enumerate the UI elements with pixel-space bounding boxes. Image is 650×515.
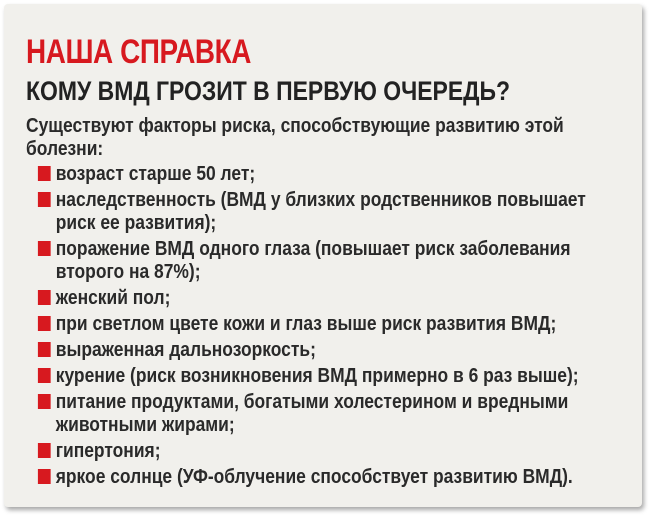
list-item bbox=[38, 286, 604, 309]
red-square-bullet-icon bbox=[38, 394, 51, 409]
red-square-bullet-icon bbox=[38, 316, 51, 331]
list-item bbox=[38, 162, 604, 185]
list-item bbox=[38, 338, 604, 361]
info-card bbox=[4, 4, 642, 507]
intro-text: Существуют факторы риска, способствующие развитию этой болезни: bbox=[26, 114, 564, 160]
list-item-text: яркое солнце (УФ-облучение способствует развитию ВМД). bbox=[55, 465, 573, 488]
red-square-bullet-icon bbox=[38, 192, 51, 207]
list-item-text: курение (риск возникновения ВМД примерно в 6 раз выше); bbox=[55, 364, 579, 387]
red-square-bullet-icon bbox=[38, 241, 51, 256]
list-item-text: выраженная дальнозоркость; bbox=[55, 338, 316, 361]
list-item bbox=[38, 312, 604, 335]
red-square-bullet-icon bbox=[38, 290, 51, 305]
list-item bbox=[38, 188, 604, 234]
red-square-bullet-icon bbox=[38, 166, 51, 181]
list-item-text: при светлом цвете кожи и глаз выше риск развития ВМД; bbox=[55, 312, 557, 335]
list-item-text: наследственность (ВМД у близких родственников повышает риск ее развития); bbox=[55, 188, 586, 234]
red-square-bullet-icon bbox=[38, 443, 51, 458]
list-item-text: женский пол; bbox=[55, 286, 171, 309]
list-item-text: поражение ВМД одного глаза (повышает риск заболевания второго на 87%); bbox=[55, 237, 571, 283]
section-kicker: НАША СПРАВКА bbox=[26, 33, 251, 71]
list-item-text: питание продуктами, богатыми холестерином и вредными животными жирами; bbox=[55, 390, 569, 436]
list-item bbox=[38, 364, 604, 387]
list-item bbox=[38, 465, 604, 488]
list-item-text: гипертония; bbox=[55, 439, 161, 462]
risk-factor-list bbox=[26, 162, 604, 488]
article-body bbox=[26, 114, 604, 488]
list-item bbox=[38, 439, 604, 462]
red-square-bullet-icon bbox=[38, 368, 51, 383]
red-square-bullet-icon bbox=[38, 342, 51, 357]
list-item bbox=[38, 390, 604, 436]
headline: КОМУ ВМД ГРОЗИТ В ПЕРВУЮ ОЧЕРЕДЬ? bbox=[26, 76, 511, 106]
list-item-text: возраст старше 50 лет; bbox=[55, 162, 256, 185]
list-item bbox=[38, 237, 604, 283]
red-square-bullet-icon bbox=[38, 469, 51, 484]
